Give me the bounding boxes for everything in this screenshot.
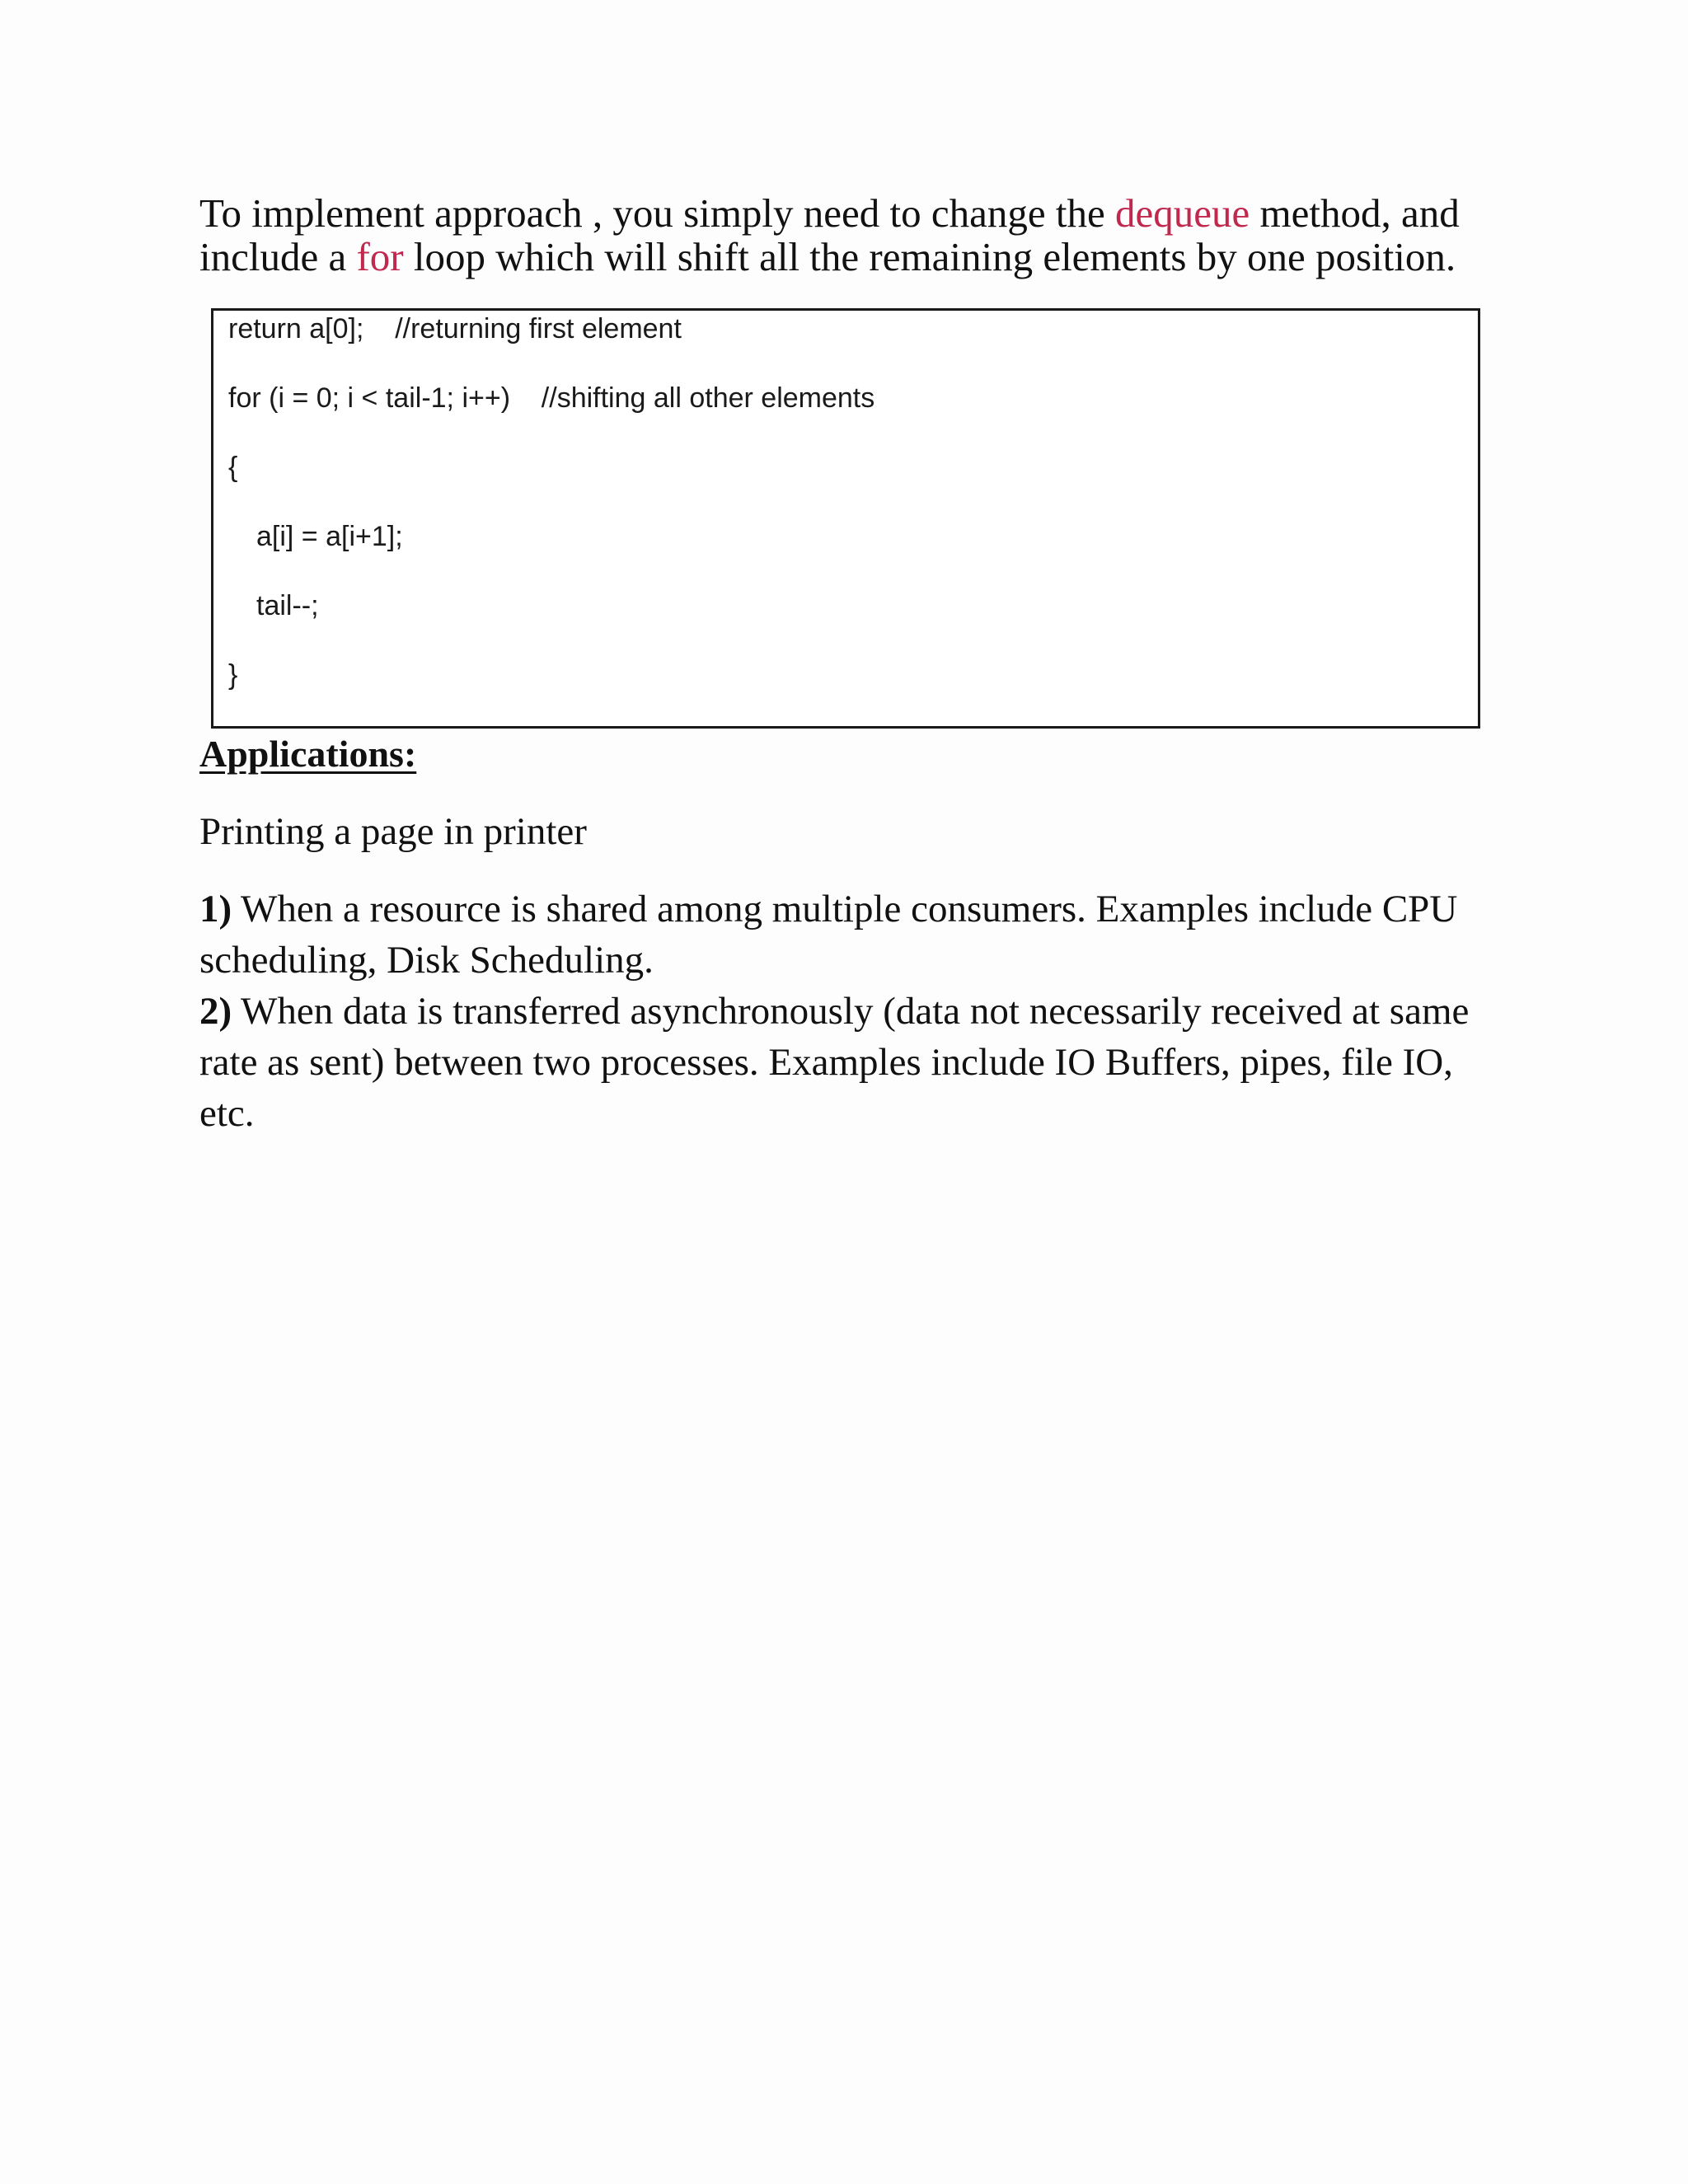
list-item-2-line-3: etc. — [199, 1092, 255, 1135]
code-line-assign: a[i] = a[i+1]; — [256, 521, 403, 552]
printing-paragraph: Printing a page in printer — [199, 810, 587, 853]
list-number: 1) — [199, 888, 232, 930]
intro-text: include a — [199, 234, 357, 279]
list-item-2-line-2: rate as sent) between two processes. Examples include IO Buffers, pipes, file IO, — [199, 1041, 1453, 1084]
applications-heading: Applications: — [199, 733, 417, 775]
code-line-return: return a[0]; //returning first element — [228, 313, 682, 344]
list-number: 2) — [199, 990, 232, 1033]
list-item-1-line-2: scheduling, Disk Scheduling. — [199, 939, 654, 982]
list-item-2-line-1 — [199, 986, 1485, 1037]
list-item-1-line-1 — [199, 883, 1485, 935]
intro-text: To implement approach , you simply need to change the — [199, 190, 1116, 236]
code-block — [211, 308, 1480, 729]
list-text: When data is transferred asynchronously (data not necessarily received at same — [232, 990, 1470, 1033]
applications-list — [199, 883, 1485, 1139]
intro-line-2 — [199, 234, 1456, 279]
intro-text: method, and — [1250, 190, 1460, 236]
intro-line-1 — [199, 190, 1460, 236]
keyword-dequeue: dequeue — [1115, 190, 1250, 236]
code-line-open-brace: { — [228, 452, 238, 483]
intro-paragraph — [199, 190, 1460, 279]
list-text: When a resource is shared among multiple consumers. Examples include CPU — [232, 888, 1458, 930]
code-line-for: for (i = 0; i < tail-1; i++) //shifting all other elements — [228, 382, 875, 414]
intro-text: loop which will shift all the remaining elements by one position. — [403, 234, 1456, 279]
keyword-for: for — [356, 234, 404, 279]
code-line-decrement: tail--; — [256, 590, 319, 621]
code-line-close-brace: } — [228, 659, 238, 691]
